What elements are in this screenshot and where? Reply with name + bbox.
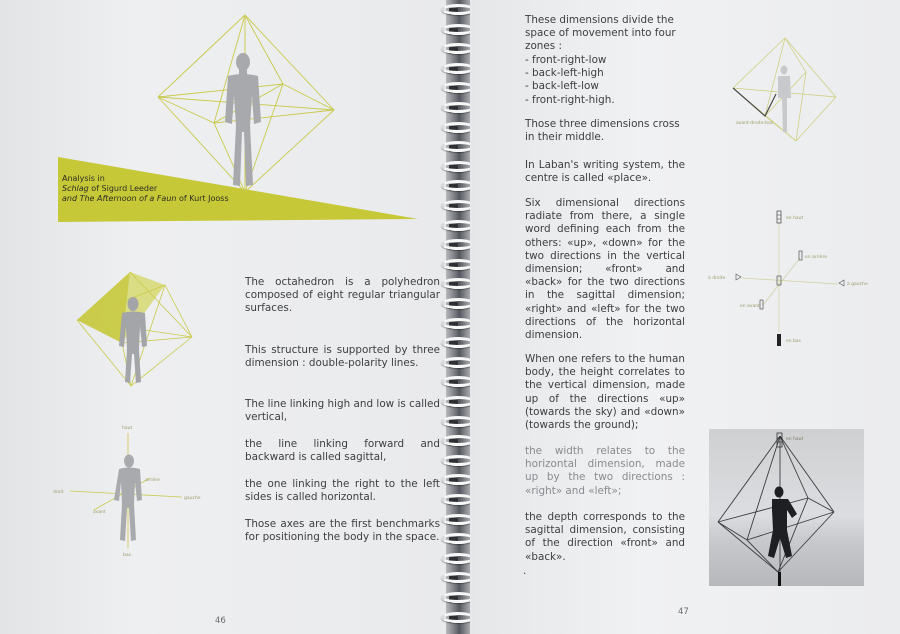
label-arriere: arrière	[145, 478, 160, 483]
paragraph-depth: the depth corresponds to the sagittal dimension, consisting of the direction «front» and «back».	[525, 511, 685, 563]
dancer-silhouette	[768, 487, 797, 559]
paragraph-horizontal: the one linking the right to the left sides is called horizontal.	[245, 478, 440, 504]
paragraph-six-directions: Six dimensional directions radiate from there, a single word defining each from the others: «up», «down» for the two directions in the vertical dimension; «front» and «back» for the two directions in the sagittal dimension; «right» and «left» for the two directions of the horizontal dimension.	[525, 197, 685, 342]
label-a-droite: à droite	[708, 276, 726, 281]
label-bas: bas	[123, 553, 131, 558]
trailing-dot: .	[523, 565, 527, 577]
zone-item: - front-right-low	[525, 54, 607, 66]
label-a-gauche: à gauche	[847, 282, 868, 287]
paragraph-width: the width relates to the horizontal dimension, made up by the two directions : «right» and «left»;	[525, 445, 685, 497]
label-en-arriere: en arrière	[805, 255, 827, 260]
caption-work-title: Schlag	[62, 184, 89, 193]
paragraph-benchmarks: Those axes are the first benchmarks for positioning the body in the space.	[245, 518, 440, 544]
page-number-right: 47	[678, 607, 689, 617]
caption-author-2: of Kurt Jooss	[176, 194, 229, 203]
label-en-avant: en avant	[740, 304, 760, 309]
caption-line-1: Analysis in	[62, 174, 105, 183]
caption-author: of Sigurd Leeder	[88, 184, 158, 193]
page-number-left: 46	[215, 616, 226, 626]
caption-work-title-2: and The Afternoon of a Faun	[62, 194, 177, 203]
label-droit: droit	[53, 490, 64, 495]
paragraph-zones-intro: These dimensions divide the space of movement into four zones :	[525, 14, 676, 53]
label-avant-droite-bas: avant-droite-bas	[736, 121, 774, 126]
label-en-bas: en bas	[786, 339, 802, 344]
zone-item: - back-left-high	[525, 67, 604, 80]
paragraph-body-height: When one refers to the human body, the height correlates to the vertical dimension, made up of the directions «up» (towards the sky) and «down» (towards the ground);	[525, 353, 685, 432]
label-gauche: gauche	[184, 496, 201, 501]
zone-item: - back-left-low	[525, 80, 599, 93]
paragraph-vertical: The line linking high and low is called vertical,	[245, 398, 440, 424]
label-haut: haut	[122, 426, 133, 431]
paragraph-place: In Laban's writing system, the centre is called «place».	[525, 159, 685, 185]
zone-item: - front-right-high.	[525, 93, 615, 106]
label-en-haut: en haut	[786, 216, 804, 221]
label-avant: avant	[93, 510, 106, 515]
paragraph-octahedron: The octahedron is a polyhedron composed of eight regular triangular surfaces.	[245, 276, 440, 315]
paragraph-sagittal: the line linking forward and backward is called sagittal,	[245, 438, 440, 464]
paragraph-structure: This structure is supported by three dimension : double-polarity lines.	[245, 344, 440, 370]
paragraph-cross: Those three dimensions cross in their middle.	[525, 118, 680, 144]
photo-label-en-haut: en haut	[786, 437, 804, 442]
